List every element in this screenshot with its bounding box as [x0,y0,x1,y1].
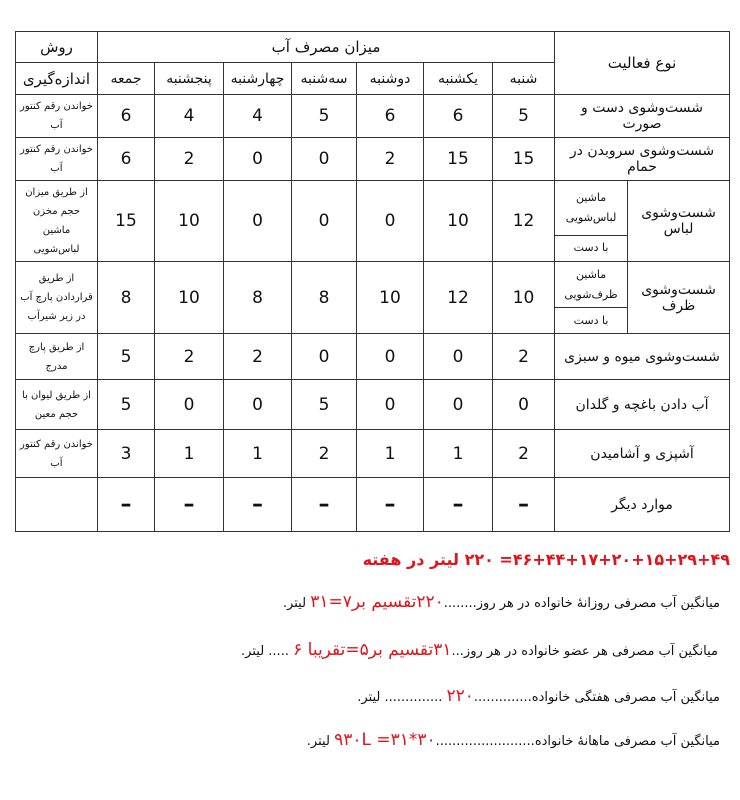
value-cell: 8 [224,262,292,334]
value-cell: 10 [155,262,224,334]
value-cell: 5 [98,380,155,430]
value-cell: – [357,478,424,532]
value-cell: 2 [493,334,555,380]
question-text: میانگین آب مصرفی هر عضو خانواده در هر روز [463,644,718,659]
handwritten-answer: ۲۲۰ [446,686,474,706]
value-cell: 0 [292,181,357,262]
method-cell: از طریق پارچ مدرج [16,334,98,380]
day-thursday: پنجشنبه [155,63,224,95]
value-cell: 10 [155,181,224,262]
activity-cell: شست‌وشوی میوه و سبزی [555,334,730,380]
value-cell: 2 [357,138,424,181]
sub-activity-machine: ماشین لباس‌شویی [555,181,628,236]
value-cell: 0 [292,138,357,181]
unit: .............. لیتر. [357,690,443,705]
activity-cell: شست‌وشوی لباس [628,181,730,262]
day-friday: جمعه [98,63,155,95]
value-cell: 0 [155,380,224,430]
method-header-2: اندازه‌گیری [16,63,98,95]
question-text: میانگین آب مصرفی ماهانهٔ خانواده [534,734,720,749]
value-cell: 4 [224,95,292,138]
value-cell: 1 [155,430,224,478]
value-cell: 0 [224,380,292,430]
value-cell: 8 [98,262,155,334]
value-cell: 5 [98,334,155,380]
value-cell: 0 [357,380,424,430]
day-tuesday: سه‌شنبه [292,63,357,95]
method-cell: از طریق لیوان با حجم معین [16,380,98,430]
value-cell: 2 [292,430,357,478]
question-weekly-average [357,686,720,706]
activity-cell: شست‌وشوی سروبدن در حمام [555,138,730,181]
activity-header: نوع فعالیت [555,32,730,95]
value-cell: 0 [224,138,292,181]
activity-cell: شست‌وشوی ظرف [628,262,730,334]
value-cell: 1 [224,430,292,478]
unit: لیتر. [282,596,307,611]
question-monthly-average [307,730,720,750]
value-cell: 5 [292,95,357,138]
value-cell: – [424,478,493,532]
method-cell: خواندن رقم کنتور آب [16,138,98,181]
value-cell: 0 [357,334,424,380]
activity-cell: شست‌وشوی دست و صورت [555,95,730,138]
question-per-member-average [241,640,718,660]
value-cell: 4 [155,95,224,138]
value-cell: – [155,478,224,532]
method-cell: خواندن رقم کنتور آب [16,430,98,478]
activity-cell: آب دادن باغچه و گلدان [555,380,730,430]
value-cell: 12 [493,181,555,262]
value-cell: 3 [98,430,155,478]
method-cell [16,478,98,532]
value-cell: 1 [424,430,493,478]
handwritten-answer: ۲۲۰تقسیم بر۷=۳۱ [310,592,444,612]
value-cell: 0 [292,334,357,380]
question-text: میانگین آب مصرفی هفتگی خانواده [531,690,720,705]
sub-activity-machine: ماشین ظرف‌شویی [555,262,628,308]
value-cell: 12 [424,262,493,334]
value-cell: 0 [493,380,555,430]
value-cell: – [224,478,292,532]
value-cell: 0 [224,181,292,262]
value-cell: 5 [493,95,555,138]
day-sunday: یکشنبه [424,63,493,95]
handwritten-answer: ۳۰*۳۱= ۹۳۰L [334,730,436,750]
value-cell: 2 [155,138,224,181]
method-cell: خواندن رقم کنتور آب [16,95,98,138]
value-cell: – [292,478,357,532]
question-daily-average [283,592,720,612]
handwritten-answer: ۳۱تقسیم بر۵=تقریبا ۶ [293,640,452,660]
dots: .............. [473,690,532,705]
activity-cell: آشپزی و آشامیدن [555,430,730,478]
dots: ........ [443,596,477,611]
day-monday: دوشنبه [357,63,424,95]
value-cell: 15 [493,138,555,181]
unit: لیتر. [306,734,330,749]
value-cell: 5 [292,380,357,430]
value-cell: – [98,478,155,532]
value-cell: 0 [357,181,424,262]
day-saturday: شنبه [493,63,555,95]
value-cell: 6 [357,95,424,138]
value-cell: 10 [493,262,555,334]
value-cell: 0 [424,380,493,430]
water-usage-table [15,31,730,532]
value-cell: 10 [357,262,424,334]
dots: ........................ [435,734,535,749]
question-text: میانگین آب مصرفی روزانهٔ خانواده در هر روز [476,596,720,611]
activity-cell: موارد دیگر [555,478,730,532]
water-usage-header: میزان مصرف آب [98,32,555,63]
sub-activity-hand: با دست [555,235,628,261]
method-cell: از طریق میزان حجم مخزن ماشین لباس‌شویی [16,181,98,262]
dots: ... [451,644,464,659]
sub-activity-hand: با دست [555,308,628,334]
day-wednesday: چهارشنبه [224,63,292,95]
method-cell: از طریق قراردادن پارچ آب در زیر شیرآب [16,262,98,334]
value-cell: 0 [424,334,493,380]
value-cell: 6 [98,95,155,138]
value-cell: 1 [357,430,424,478]
method-header: روش [16,32,98,63]
value-cell: 15 [98,181,155,262]
value-cell: 6 [424,95,493,138]
weekly-total-handwritten: ۴۶+۴۴+۱۷+۲۰+۱۵+۲۹+۴۹= ۲۲۰ لیتر در هفته [362,550,730,569]
value-cell: 2 [224,334,292,380]
value-cell: 2 [493,430,555,478]
value-cell: 8 [292,262,357,334]
value-cell: 2 [155,334,224,380]
value-cell: 10 [424,181,493,262]
unit: ..... لیتر. [241,644,289,659]
value-cell: 15 [424,138,493,181]
value-cell: 6 [98,138,155,181]
value-cell: – [493,478,555,532]
